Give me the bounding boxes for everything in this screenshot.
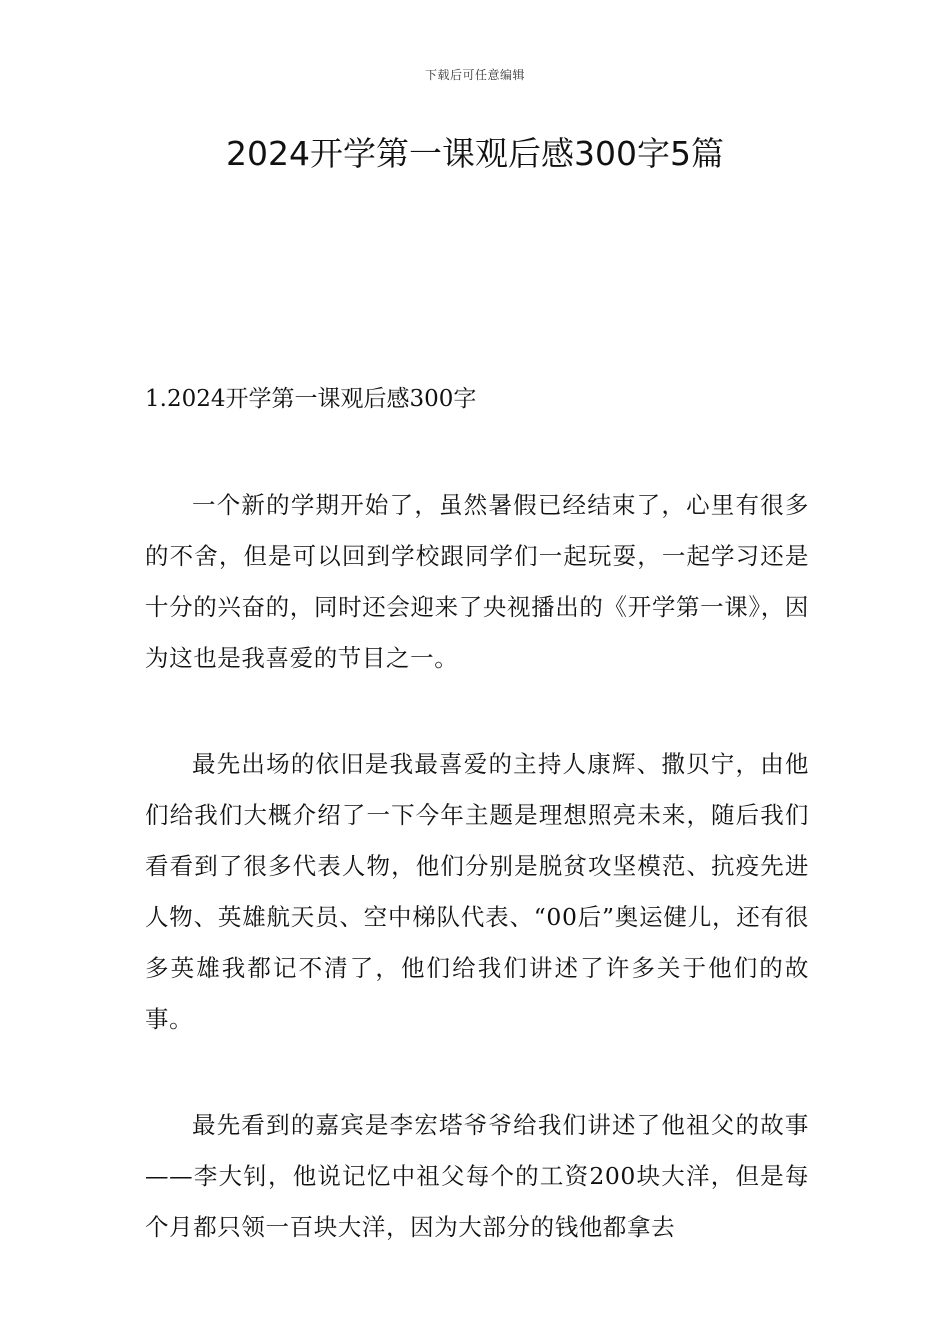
document-body <box>145 380 809 1308</box>
header-note: 下载后可任意编辑 <box>424 68 525 82</box>
document-title: 2024开学第一课观后感300字5篇 <box>226 134 724 173</box>
section-heading: 1.2024开学第一课观后感300字 <box>145 386 477 412</box>
paragraph-1: 一个新的学期开始了，虽然暑假已经结束了，心里有很多的不舍，但是可以回到学校跟同学们一起玩耍，一起学习还是十分的兴奋的，同时还会迎来了央视播出的《开学第一课》，因为这也是我喜爱的节目之一。 <box>145 491 809 672</box>
paragraph-2: 最先出场的依旧是我最喜爱的主持人康辉、撒贝宁，由他们给我们大概介绍了一下今年主题是理想照亮未来，随后我们看看到了很多代表人物，他们分别是脱贫攻坚模范、抗疫先进人物、英雄航天员、空中梯队代表、“00后”奥运健儿，还有很多英雄我都记不清了，他们给我们讲述了许多关于他们的故事。 <box>145 750 809 1033</box>
paragraph-3: 最先看到的嘉宾是李宏塔爷爷给我们讲述了他祖父的故事——李大钊，他说记忆中祖父每个的工资200块大洋，但是每个月都只领一百块大洋，因为大部分的钱他都拿去 <box>145 1111 809 1241</box>
